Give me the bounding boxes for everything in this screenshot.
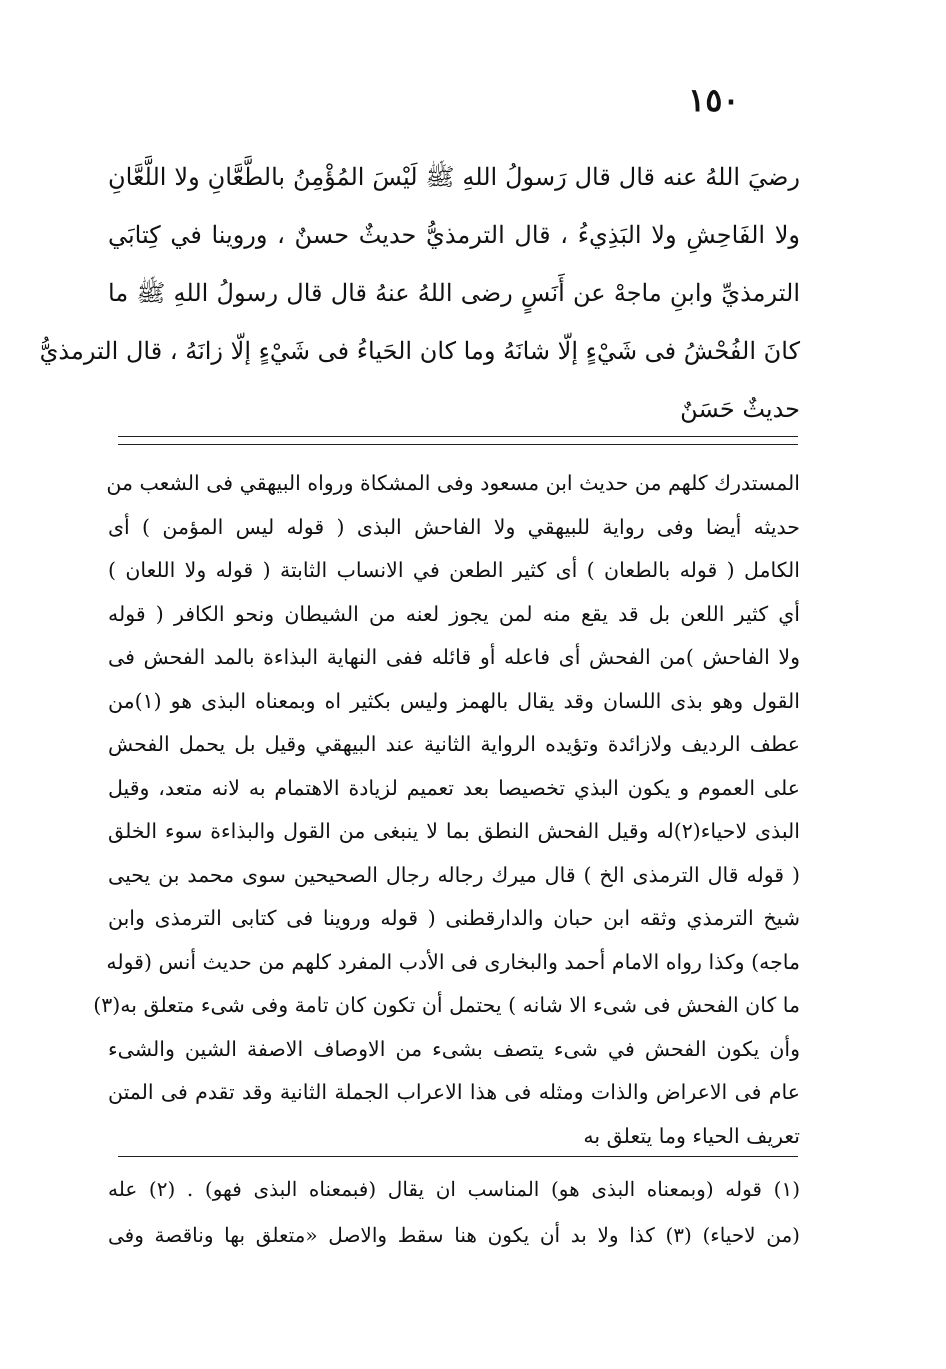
- commentary-line: ما كان الفحش فى شىء الا شانه ) يحتمل أن تكون كان تامة وفى شىء متعلق به(٣): [93, 993, 800, 1017]
- main-text-line: رضيَ اللهُ عنه قال قال رَسولُ اللهِ ﷺ لَيْسَ المُؤْمِنُ بالطَّعَّانِ ولا اللَّعَّانِ: [108, 163, 800, 191]
- main-text-line: ولا الفَاحِشِ ولا البَذِيءُ ، قال الترمذيُّ حديثٌ حسنٌ ، وروينا في كِتابَي: [108, 221, 800, 249]
- commentary-line: ( قوله قال الترمذى الخ ) قال ميرك رجاله رجال الصحيحين سوى محمد بن يحيى: [108, 862, 800, 887]
- commentary-line: عطف الرديف ولازائدة وتؤيده الرواية الثانية عند البيهقي وقيل بل يحمل الفحش: [108, 732, 800, 756]
- footnote-rule: [118, 1156, 798, 1157]
- main-text: [39, 148, 800, 438]
- commentary-line: المستدرك كلهم من حديث ابن مسعود وفى المشكاة ورواه البيهقي فى الشعب من: [106, 471, 800, 495]
- page-number: ١٥٠: [688, 81, 740, 119]
- commentary-line: أي كثير اللعن بل قد يقع منه لمن يجوز لعنه من الشيطان ونحو الكافر ( قوله: [108, 601, 800, 626]
- commentary-line: حديثه أيضا وفى رواية للبيهقي ولا الفاحش البذى ( قوله ليس المؤمن ) أى: [108, 514, 800, 539]
- commentary-line: ماجه) وكذا رواه الامام أحمد والبخارى فى الأدب المفرد كلهم من حديث أنس (قوله: [106, 949, 800, 974]
- double-rule-bottom: [118, 444, 798, 445]
- commentary: [93, 462, 800, 1158]
- footnotes: [108, 1166, 800, 1258]
- commentary-line: القول وهو بذى اللسان وقد يقال بالهمز وليس بكثير اه وبمعناه البذى هو (١)من: [108, 688, 800, 713]
- commentary-line: تعريف الحياء وما يتعلق به: [583, 1123, 800, 1148]
- commentary-line: على العموم و يكون البذي تخصيصا بعد تعميم لزيادة الاهتمام به لانه متعد، وقيل: [108, 775, 800, 800]
- footnote-line: (١) قوله (وبمعناه البذى هو) المناسب ان يقال (فبمعناه البذى فهو) . (٢) عله: [108, 1177, 800, 1201]
- footnote-line: (من لاحياء) (٣) كذا ولا بد أن يكون هنا سقط والاصل «متعلق بها وناقصة وفى: [108, 1223, 800, 1247]
- commentary-line: وأن يكون الفحش في شىء يتصف بشىء من الاوصاف الاصفة الشين والشىء: [108, 1036, 800, 1061]
- commentary-line: ولا الفاحش )من الفحش أى فاعله أو قائله ففى النهاية البذاءة بالمد الفحش فى: [108, 645, 800, 669]
- main-text-line: الترمذيِّ وابنِ ماجهْ عن أَنَسٍ رضى اللهُ عنهُ قال قال رسولُ اللهِ ﷺ ما: [108, 279, 800, 307]
- main-text-line: كانَ الفُحْشُ فى شَيْءٍ إلّا شانَهُ وما كان الحَياءُ فى شَيْءٍ إلّا زانَهُ ، قال الترمذيُّ: [39, 337, 800, 365]
- commentary-line: شيخ الترمذي وثقه ابن حبان والدارقطنى ( قوله وروينا فى كتابى الترمذى وابن: [108, 906, 800, 930]
- commentary-line: عام فى الاعراض والذات ومثله فى هذا الاعراب الجملة الثانية وقد تقدم فى المتن: [108, 1080, 800, 1104]
- main-text-line: حديثٌ حَسَنٌ: [680, 395, 800, 423]
- double-rule-top: [118, 436, 798, 437]
- commentary-line: الكامل ( قوله بالطعان ) أى كثير الطعن في الانساب الثابتة ( قوله ولا اللعان ): [108, 558, 800, 582]
- commentary-line: البذى لاحياء(٢)له وقيل الفحش النطق بما لا ينبغى من القول والبذاءة سوء الخلق: [108, 819, 800, 843]
